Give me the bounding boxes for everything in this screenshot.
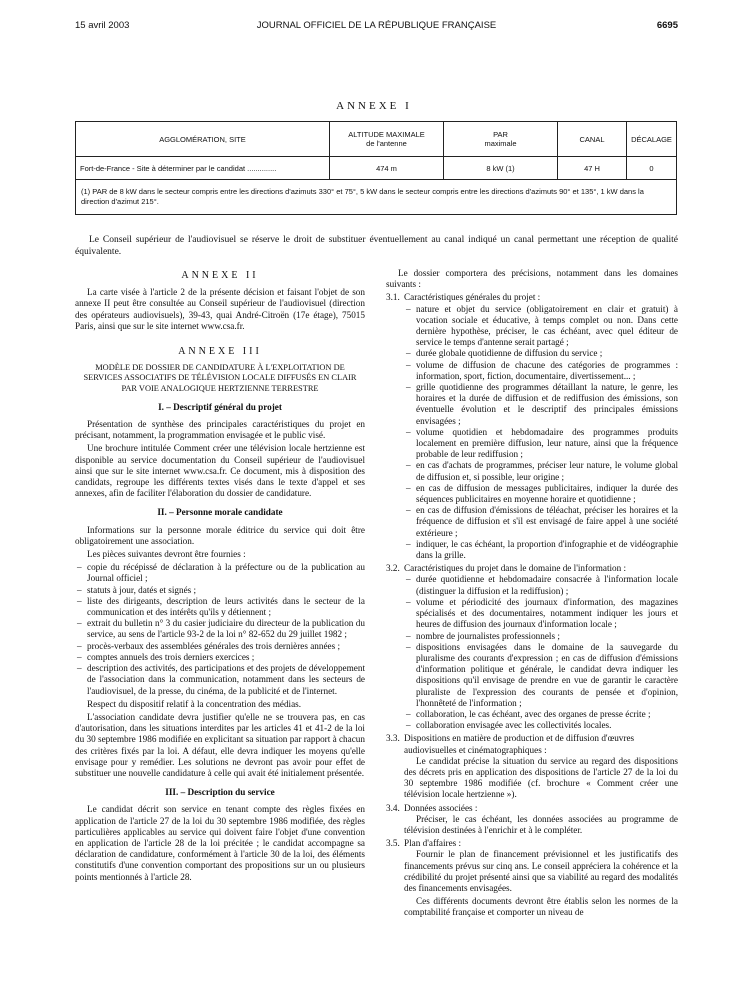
list-item: – en cas de diffusion de messages publicitaires, indiquer la durée des séquences publicitaires en moyenne horaire et quotidienne ; xyxy=(404,483,678,505)
table-header-row xyxy=(76,122,677,157)
section-2-paragraph: Informations sur la personne morale éditrice du service qui doit être obligatoirement une association. xyxy=(75,524,365,546)
col-header-par: PAR maximale xyxy=(444,122,558,157)
subsection-3-2-heading: 3.2. Caractéristiques du projet dans le domaine de l'information : xyxy=(386,563,627,574)
intro-paragraph: Le Conseil supérieur de l'audiovisuel se réserve le droit de substituer éventuellement au canal indiqué un canal permettant une réception de qualité équivalente. xyxy=(75,235,678,257)
section-1-title: I. – Descriptif général du projet xyxy=(158,401,282,412)
col-header-decalage: DÉCALAGE xyxy=(627,122,677,157)
col-header-canal: CANAL xyxy=(558,122,627,157)
subsection-3-5-paragraph-2: Ces différents documents devront être établis selon les normes de la comptabilité française et comporter un niveau de xyxy=(404,896,678,918)
list-item: – nombre de journalistes professionnels ; xyxy=(404,631,678,642)
list-item: – volume quotidien et hebdomadaire des programmes produits localement en première diffusion, leur nature, ainsi que la fréquence probable de leur rediffusion ; xyxy=(404,427,678,461)
section-1-paragraph: Présentation de synthèse des principales caractéristiques du projet en précisant, notamment, la programmation envisagée et le public visé. xyxy=(75,419,365,441)
header-journal: JOURNAL OFFICIEL DE LA RÉPUBLIQUE FRANÇAISE xyxy=(256,20,497,31)
header-date: 15 avril 2003 xyxy=(75,20,130,31)
subsection-3-1-heading: 3.1. Caractéristiques générales du projet : xyxy=(386,292,541,303)
list-item: – en cas de diffusion d'émissions de téléachat, préciser les horaires et la fréquence de diffusion et s'il est envisagé de faire appel à une société extérieure ; xyxy=(404,505,678,539)
annex-1-table xyxy=(75,121,677,215)
cell-decalage: 0 xyxy=(627,157,677,180)
section-2-title: II. – Personne morale candidate xyxy=(157,507,283,518)
cell-altitude: 474 m xyxy=(330,157,444,180)
annex-3-subtitle: MODÈLE DE DOSSIER DE CANDIDATURE À L'EXPLOITATION DE SERVICES ASSOCIATIFS DE TÉLÉVISION LOCALE DIFFUSÉS EN CLAIR PAR VOIE ANALOGIQUE HERTZIENNE TERRESTRE xyxy=(83,363,357,393)
list-item: – statuts à jour, datés et signés ; xyxy=(75,585,365,596)
list-item: – copie du récépissé de déclaration à la préfecture ou de la publication au Journal officiel ; xyxy=(75,562,365,584)
cell-par: 8 kW (1) xyxy=(444,157,558,180)
table-note-row xyxy=(76,180,677,215)
subsection-3-2-list xyxy=(386,574,678,731)
list-item: – nature et objet du service (obligatoirement en clair et gratuit) à vocation sociale et éducative, à temps complet ou non. Dans cette dernière hypothèse, préciser, le cas échéant, avec quel éditeur de service le temps d'antenne serait partagé ; xyxy=(404,304,678,349)
col-header-site: AGGLOMÉRATION, SITE xyxy=(76,122,330,157)
annex-2-title: ANNEXE II xyxy=(181,270,259,281)
annex-2-text: La carte visée à l'article 2 de la présente décision et faisant l'objet de son annexe II peut être consultée au Conseil supérieur de l'audiovisuel (direction des opérateurs audiovisuels), 39-43, quai André-Citroën (17e étage), 75015 Paris, ainsi que sur le site internet www.csa.fr. xyxy=(75,287,365,331)
list-item: – collaboration envisagée avec les collectivités locales. xyxy=(404,720,678,731)
list-item: – volume de diffusion de chacune des catégories de programmes : information, sport, fiction, documentaire, divertissement... ; xyxy=(404,360,678,382)
list-item: – dispositions envisagées dans le domaine de la sauvegarde du pluralisme des courants d'expression ; en cas de diffusion d'émissions d'information politique et générale, le candidat devra indiquer les dispositions qu'il envisage de prendre en vue de garantir le caractère pluraliste de l'expression des courants de pensée et d'opinion, l'honnêteté de l'information ; xyxy=(404,642,678,709)
list-item: – comptes annuels des trois derniers exercices ; xyxy=(75,652,365,663)
list-item: – en cas d'achats de programmes, préciser leur nature, le volume global de diffusion et, si possible, leur origine ; xyxy=(404,460,678,482)
annex-3-title: ANNEXE III xyxy=(178,346,262,358)
subsection-3-3-heading: 3.3. Dispositions en matière de production et de diffusion d'œuvres audiovisuelles et cinématographiques : xyxy=(386,733,635,755)
list-item: – liste des dirigeants, description de leurs activités dans le secteur de la communication et des intérêts qu'ils y détiennent ; xyxy=(75,596,365,618)
section-1-brochure-paragraph: Une brochure intitulée Comment créer une télévision locale hertzienne est disponible au service documentation du Conseil supérieur de l'audiovisuel ainsi que sur le site internet www.csa.fr. Ce document, mis à disposition des candidats, regroupe les différents textes visés dans le texte d'appel et ses annexes, afin de faciliter l'élaboration du dossier de candidature. xyxy=(75,443,365,499)
section-2-concentration: Respect du dispositif relatif à la concentration des médias. xyxy=(87,698,302,709)
section-2-document-list xyxy=(75,562,365,696)
header-page-number: 6695 xyxy=(656,20,678,31)
list-item: – indiquer, le cas échéant, la proportion d'infographie et de vidéographie dans la grille. xyxy=(404,539,678,561)
list-item: – grille quotidienne des programmes détaillant la nature, le genre, les horaires et la durée de diffusion et de rediffusion des émissions, son éventuelle évolution et le descriptif des principales émissions envisagées ; xyxy=(404,382,678,427)
subsection-3-5-paragraph: Fournir le plan de financement prévisionnel et les justificatifs des financements prévus sur cinq ans. Le conseil appréciera la cohérence et la crédibilité du projet présenté ainsi que sa viabilité au regard des modalités des financements envisagées. xyxy=(404,849,678,893)
annex-1-title: ANNEXE I xyxy=(336,100,412,112)
col-header-altitude: ALTITUDE MAXIMALE de l'antenne xyxy=(330,122,444,157)
table-footnote: (1) PAR de 8 kW dans le secteur compris entre les directions d'azimuts 330° et 75°, 5 kW dans le secteur compris entre les directions d'azimuts 90° et 135°, 1 kW dans la direction d'azimut 215°. xyxy=(76,180,677,215)
subsection-3-5-heading: 3.5. Plan d'affaires : xyxy=(386,838,462,849)
list-item: – collaboration, le cas échéant, avec des organes de presse écrite ; xyxy=(404,709,678,720)
section-2-documents-intro: Les pièces suivantes devront être fournies : xyxy=(87,549,246,560)
section-3-title: III. – Description du service xyxy=(165,787,275,798)
left-column xyxy=(75,268,365,885)
list-item: – procès-verbaux des assemblées générales des trois dernières années ; xyxy=(75,641,365,652)
subsection-3-3-paragraph: Le candidat précise la situation du service au regard des dispositions des décrets pris en application des dispositions de l'article 27 de la loi du 30 septembre 1986 modifiée (cf. brochure « Comment créer une télévision locale hertzienne »). xyxy=(404,755,678,800)
list-item: – description des activités, des participations et des projets de développement de l'association dans la communication, notamment dans les secteurs de l'audiovisuel, de la presse, du cinéma, de la publicité et de l'internet. xyxy=(75,663,365,697)
subsection-3-1-list xyxy=(386,304,678,562)
table-row xyxy=(76,157,677,180)
list-item: – extrait du bulletin n° 3 du casier judiciaire du directeur de la publication du service, au sens de l'article 93-2 de la loi n° 82-652 du 29 juillet 1982 ; xyxy=(75,618,365,640)
section-3-paragraph: Le candidat décrit son service en tenant compte des règles fixées en application de l'article 27 de la loi du 30 septembre 1986 modifiée, des règles particulières applicables au service qui doivent faire l'objet d'une convention en application de l'article 28 de la loi précitée ; le candidat accompagne sa déclaration de candidature, conformément à l'article 30 de la loi, des éléments constitutifs d'une convention comportant des propositions sur un ou plusieurs points mentionnés à l'article 28. xyxy=(75,804,365,882)
right-column xyxy=(386,268,678,921)
section-2-justification: L'association candidate devra justifier qu'elle ne se trouvera pas, en cas d'autorisation, dans les situations interdites par les articles 41 et 41-2 de la loi du 30 septembre 1986 modifiée en explicitant sa situation par rapport à chacun des critères fixés par la loi. A défaut, elle devra indiquer les moyens qu'elle envisage pour y remédier. Les solutions ne devront pas avoir pour effet de substituer une nouvelle candidature à celle qui avait été initialement présentée. xyxy=(75,711,365,778)
list-item: – volume et périodicité des journaux d'information, des magazines spécialisés et des documentaires, notamment indiquer les jours et heures de diffusion des journaux d'information locale ; xyxy=(404,597,678,631)
cell-canal: 47 H xyxy=(558,157,627,180)
subsection-3-4-heading: 3.4. Données associées : xyxy=(386,802,478,813)
list-item: – durée quotidienne et hebdomadaire consacrée à l'information locale (distinguer la diffusion et la rediffusion) ; xyxy=(404,574,678,596)
cell-site: Fort-de-France - Site à déterminer par le candidat .............. xyxy=(76,157,330,180)
subsection-3-4-paragraph: Préciser, le cas échéant, les données associées au programme de télévision destinées à l'enrichir et à le compléter. xyxy=(404,813,678,835)
list-item: – durée globale quotidienne de diffusion du service ; xyxy=(404,348,678,359)
page-header xyxy=(75,20,678,34)
dossier-intro: Le dossier comportera des précisions, notamment dans les domaines suivants : xyxy=(386,268,678,290)
